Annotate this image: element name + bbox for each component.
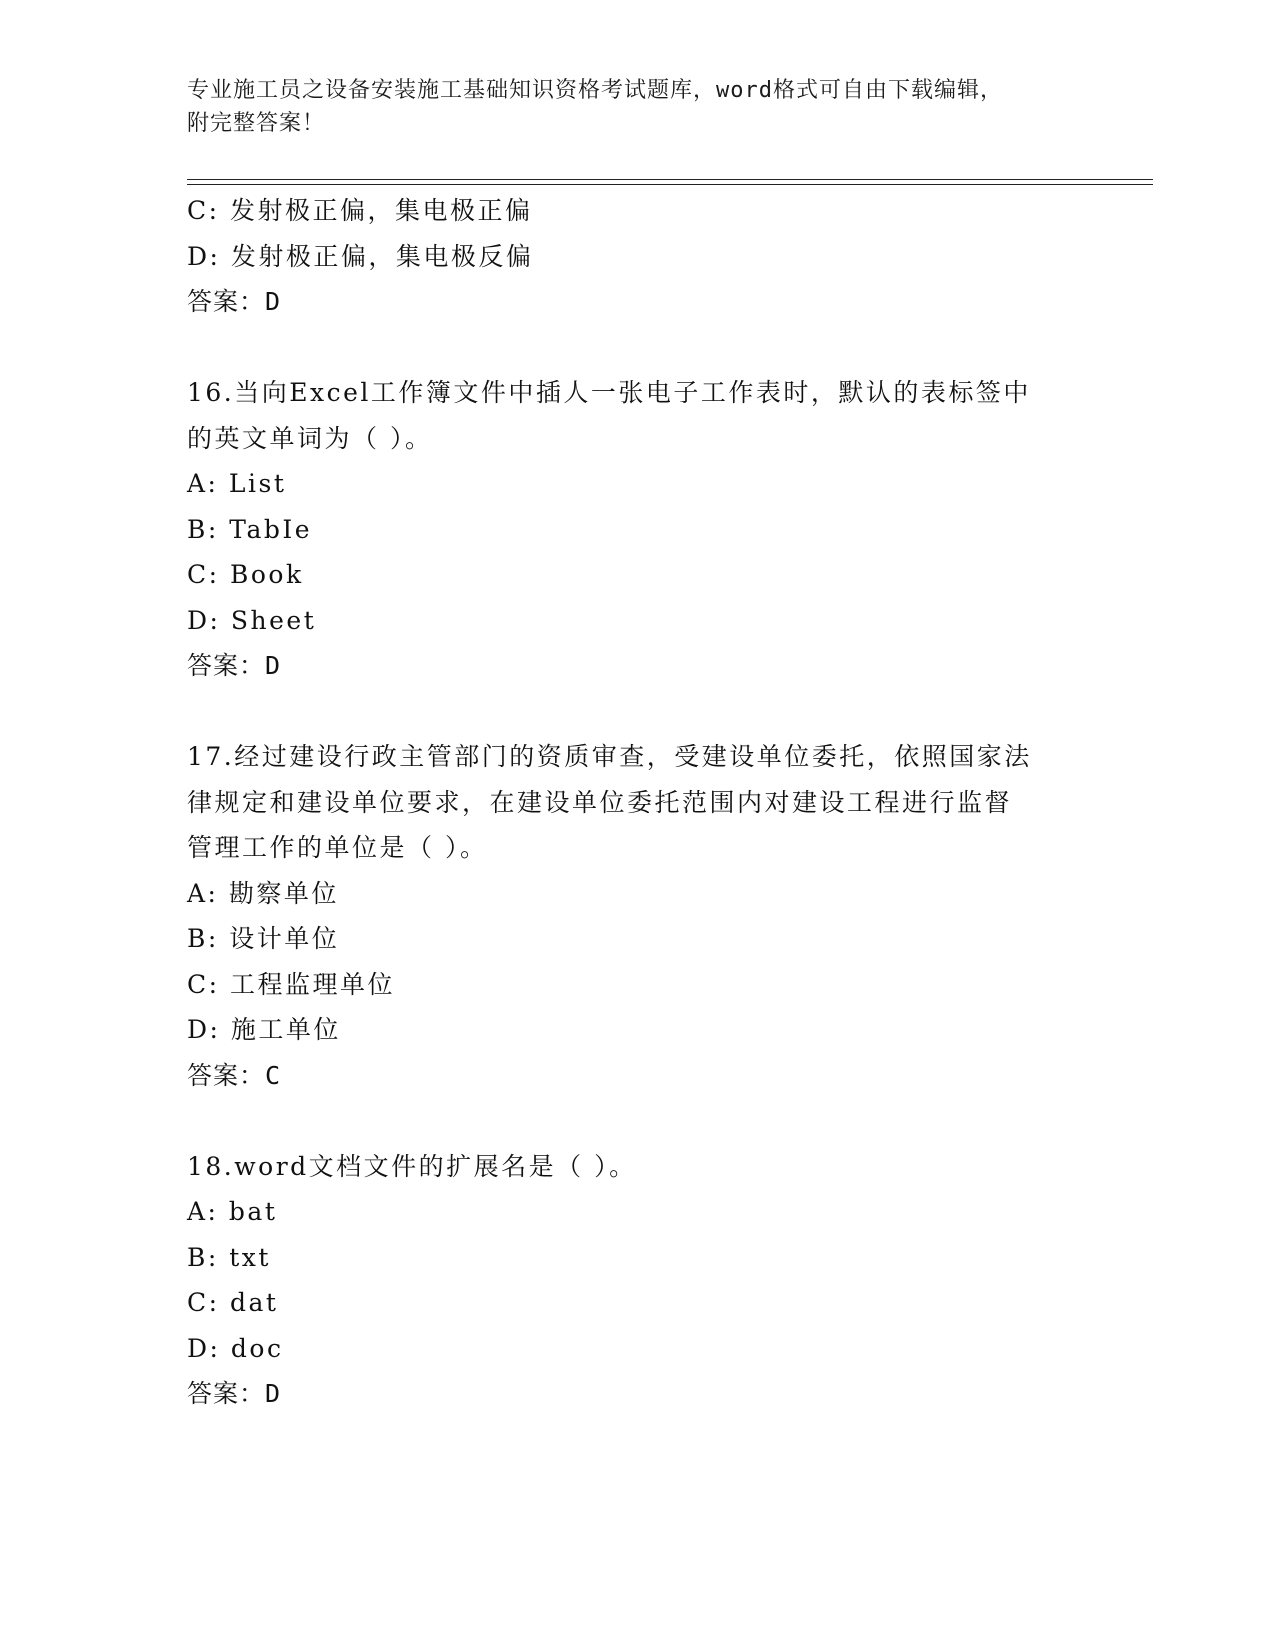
header-line-1: 专业施工员之设备安装施工基础知识资格考试题库，word格式可自由下载编辑， — [187, 78, 1003, 103]
answer-label: 答案： — [187, 651, 266, 680]
answer-line — [187, 1053, 1087, 1099]
answer-line — [187, 279, 1087, 325]
answer-line — [187, 1371, 1087, 1417]
option-d: D: 发射极正偏，集电极反偏 — [187, 241, 534, 271]
answer-value: D — [265, 287, 282, 316]
question-18 — [187, 1144, 1087, 1417]
answer-label: 答案： — [187, 1060, 266, 1090]
document-header — [187, 74, 1067, 140]
question-stem-line: 的英文单词为（ ）。 — [187, 423, 433, 453]
spacer — [187, 1098, 1087, 1144]
option-a: A: 勘察单位 — [187, 878, 339, 908]
header-line-2: 附完整答案！ — [187, 111, 326, 136]
option-b: B: 设计单位 — [187, 924, 340, 953]
option-c: C: 发射极正偏，集电极正偏 — [187, 196, 533, 225]
option-a: A: List — [187, 469, 287, 498]
option-b: B: txt — [187, 1242, 271, 1272]
question-list — [187, 188, 1087, 1417]
answer-label: 答案： — [187, 1379, 266, 1408]
option-c: C: 工程监理单位 — [187, 969, 395, 999]
question-15-fragment — [187, 188, 1087, 325]
option-c: C: dat — [187, 1288, 279, 1317]
answer-value: D — [265, 651, 282, 680]
spacer — [187, 689, 1087, 735]
header-divider-top — [187, 179, 1153, 180]
option-d: D: doc — [187, 1333, 284, 1363]
spacer — [187, 325, 1087, 371]
option-a: A: bat — [187, 1197, 278, 1226]
question-stem-line: 16.当向Excel工作簿文件中插人一张电子工作表时，默认的表标签中 — [187, 378, 1031, 407]
answer-line — [187, 643, 1087, 689]
answer-value: D — [265, 1379, 282, 1408]
option-b: B: TabIe — [187, 514, 313, 544]
answer-value: C — [265, 1060, 282, 1090]
option-d: D: Sheet — [187, 605, 317, 635]
question-17 — [187, 734, 1087, 1098]
option-d: D: 施工单位 — [187, 1015, 341, 1044]
question-stem-line: 17.经过建设行政主管部门的资质审查，受建设单位委托，依照国家法 — [187, 742, 1032, 771]
question-stem-line: 管理工作的单位是（ ）。 — [187, 833, 488, 862]
question-stem-line: 18.word文档文件的扩展名是（ ）。 — [187, 1151, 637, 1181]
question-16 — [187, 370, 1087, 689]
option-c: C: Book — [187, 560, 304, 589]
header-divider-bottom — [187, 184, 1153, 185]
question-stem-line: 律规定和建设单位要求，在建设单位委托范围内对建设工程进行监督 — [187, 787, 1013, 817]
answer-label: 答案： — [187, 287, 266, 316]
